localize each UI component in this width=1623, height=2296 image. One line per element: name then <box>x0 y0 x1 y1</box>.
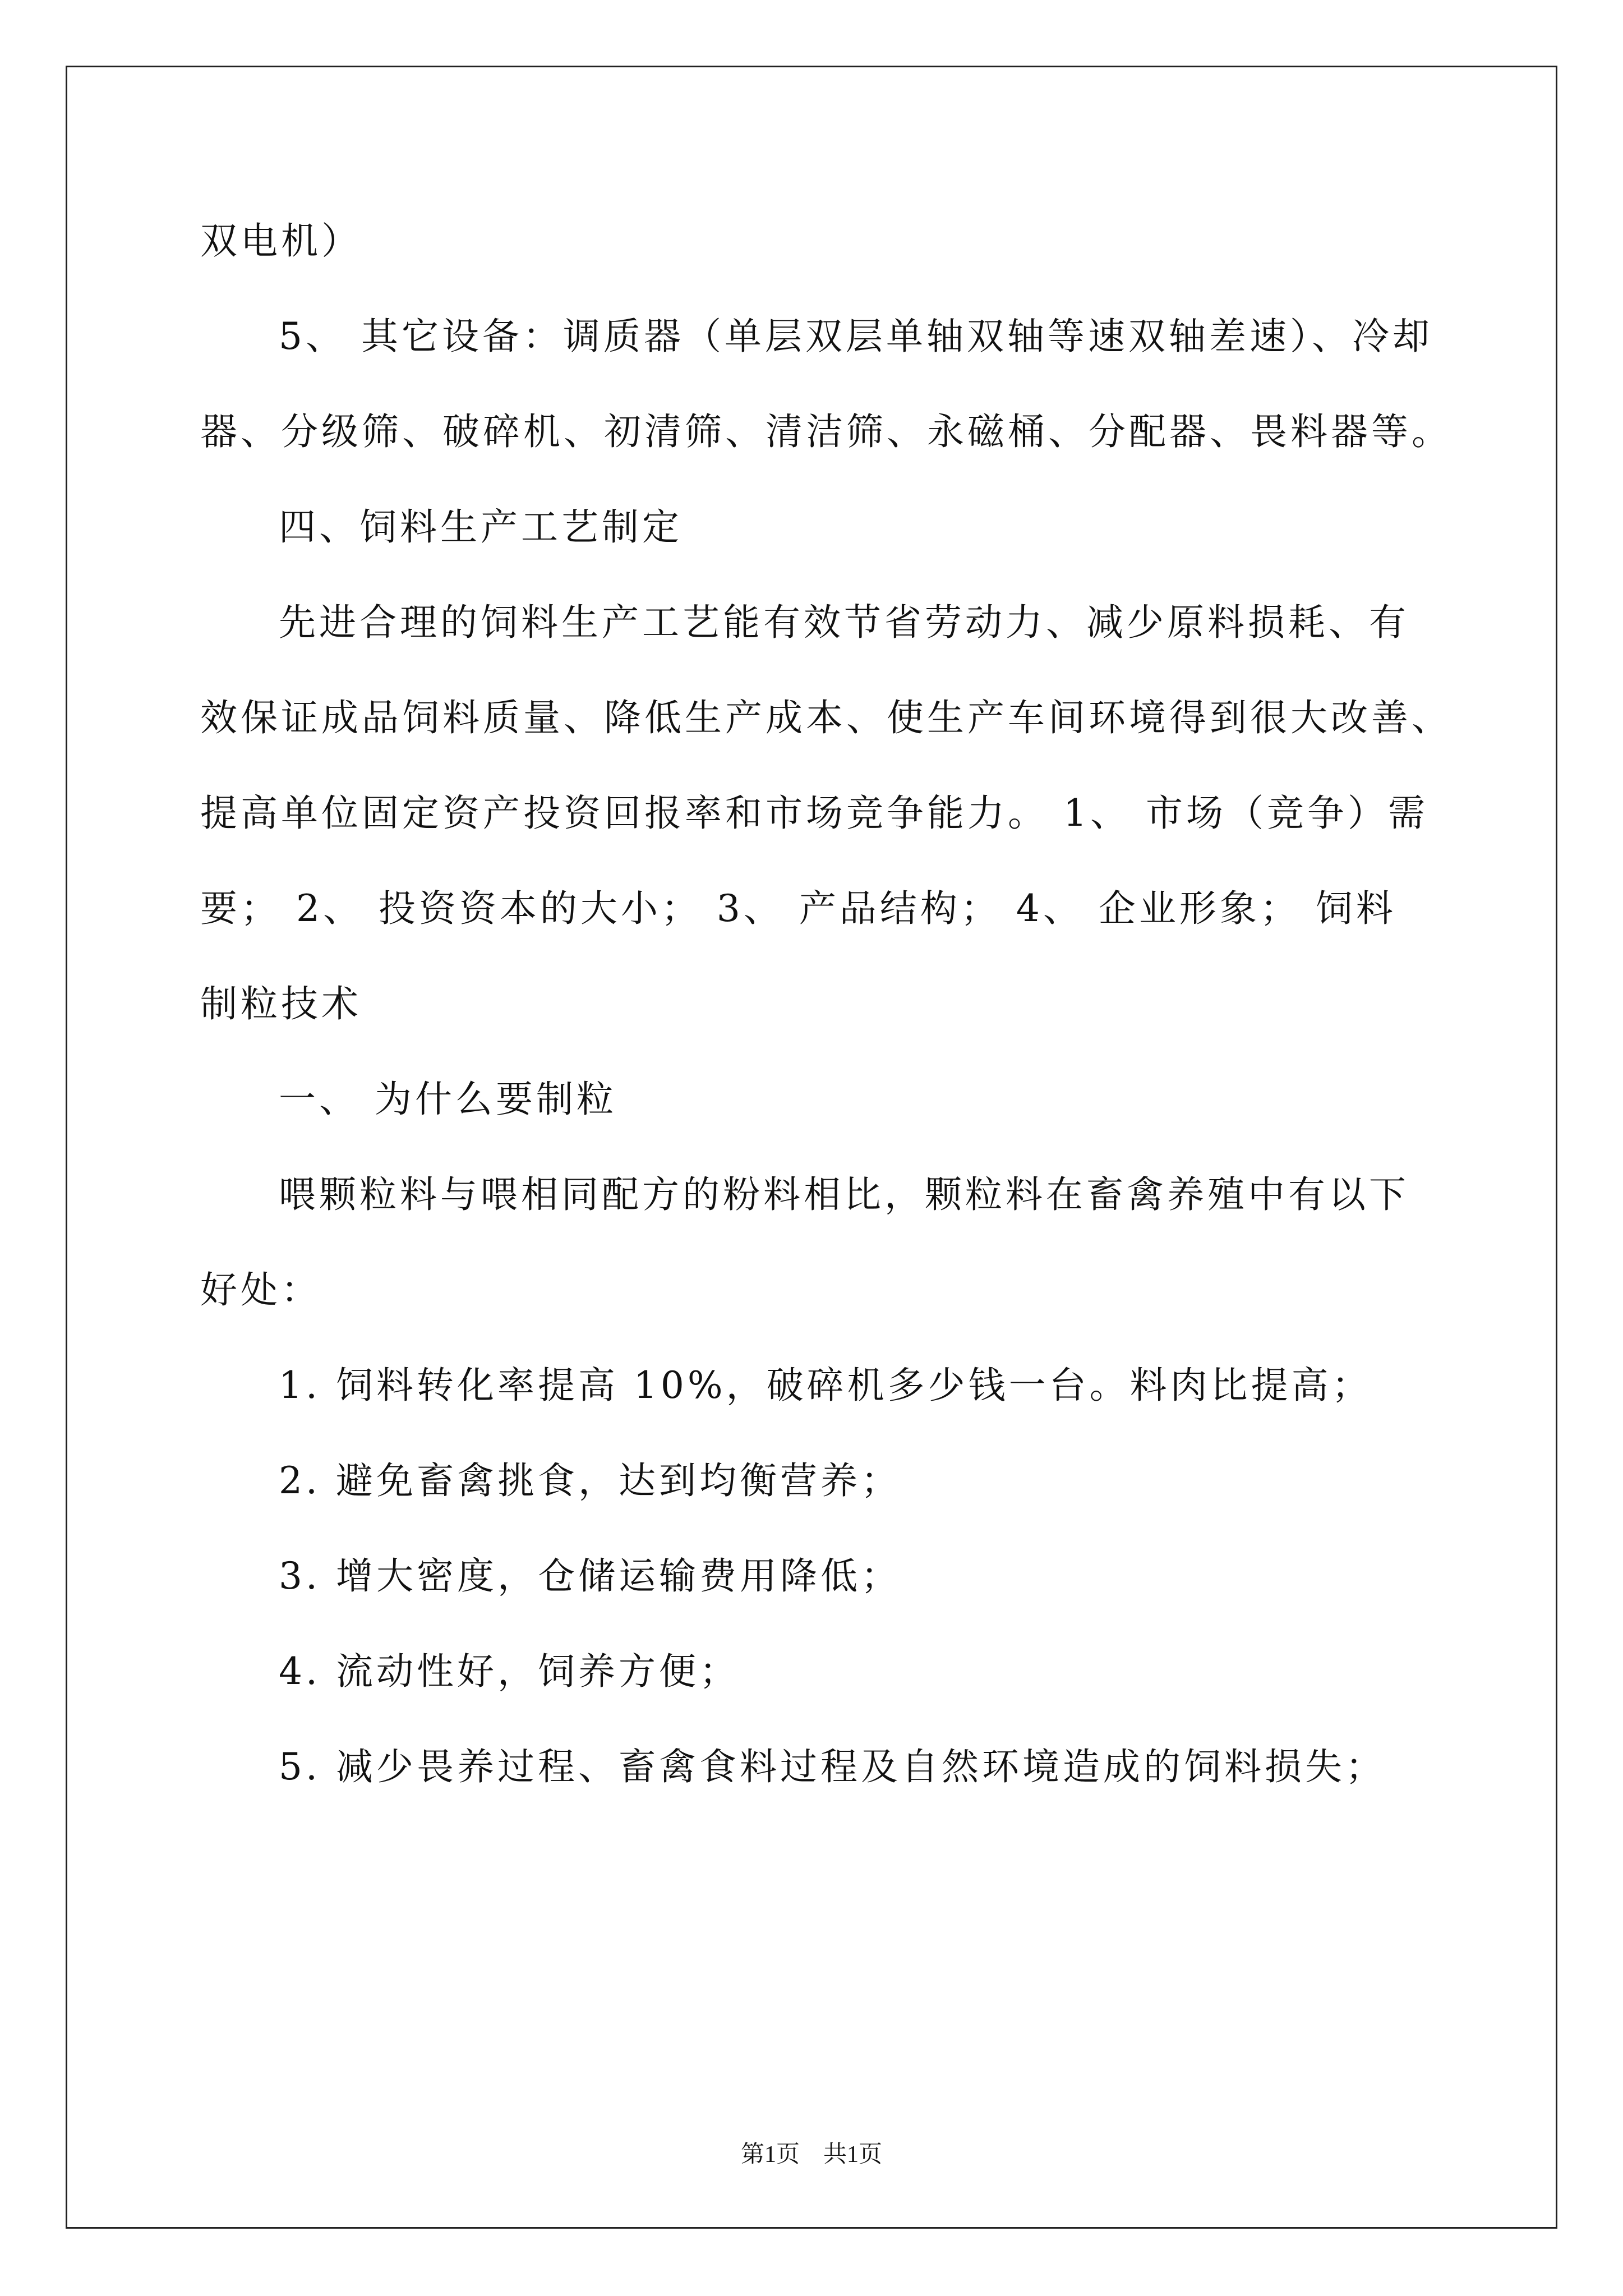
section-heading: 一、 为什么要制粒 <box>279 1078 617 1121</box>
text-line: 效保证成品饲料质量、降低生产成本、使生产车间环境得到很大改善、 <box>200 696 1452 739</box>
list-item: 1. 饲料转化率提高 10%，破碎机多少钱一台。料肉比提高； <box>279 1364 1372 1407</box>
list-item: 3. 增大密度，仓储运输费用降低； <box>279 1554 901 1598</box>
text-line: 双电机） <box>200 219 362 263</box>
list-item: 5. 减少畏养过程、畜禽食料过程及自然环境造成的饲料损失； <box>279 1745 1386 1788</box>
text-line: 制粒技术 <box>200 982 362 1025</box>
text-line: 5、 其它设备：调质器（单层双层单轴双轴等速双轴差速）、冷却 <box>279 315 1433 358</box>
list-item: 4. 流动性好，饲养方便； <box>279 1650 740 1693</box>
text-line: 先进合理的饲料生产工艺能有效节省劳动力、减少原料损耗、有 <box>279 601 1409 644</box>
text-line: 要； 2、 投资资本的大小； 3、 产品结构； 4、 企业形象； 饲料 <box>200 887 1396 930</box>
text-line: 器、分级筛、破碎机、初清筛、清洁筛、永磁桶、分配器、畏料器等。 <box>200 410 1452 453</box>
page-number: 第1页 共1页 <box>740 2142 882 2168</box>
section-heading: 四、饲料生产工艺制定 <box>279 505 683 549</box>
list-item: 2. 避免畜禽挑食，达到均衡营养； <box>279 1459 901 1502</box>
text-line: 提高单位固定资产投资回报率和市场竞争能力。 1、 市场（竞争）需 <box>200 792 1428 835</box>
text-line: 喂颗粒料与喂相同配方的粉料相比，颗粒料在畜禽养殖中有以下 <box>279 1173 1409 1216</box>
text-line: 好处： <box>200 1268 321 1312</box>
page-border <box>66 66 1557 2229</box>
